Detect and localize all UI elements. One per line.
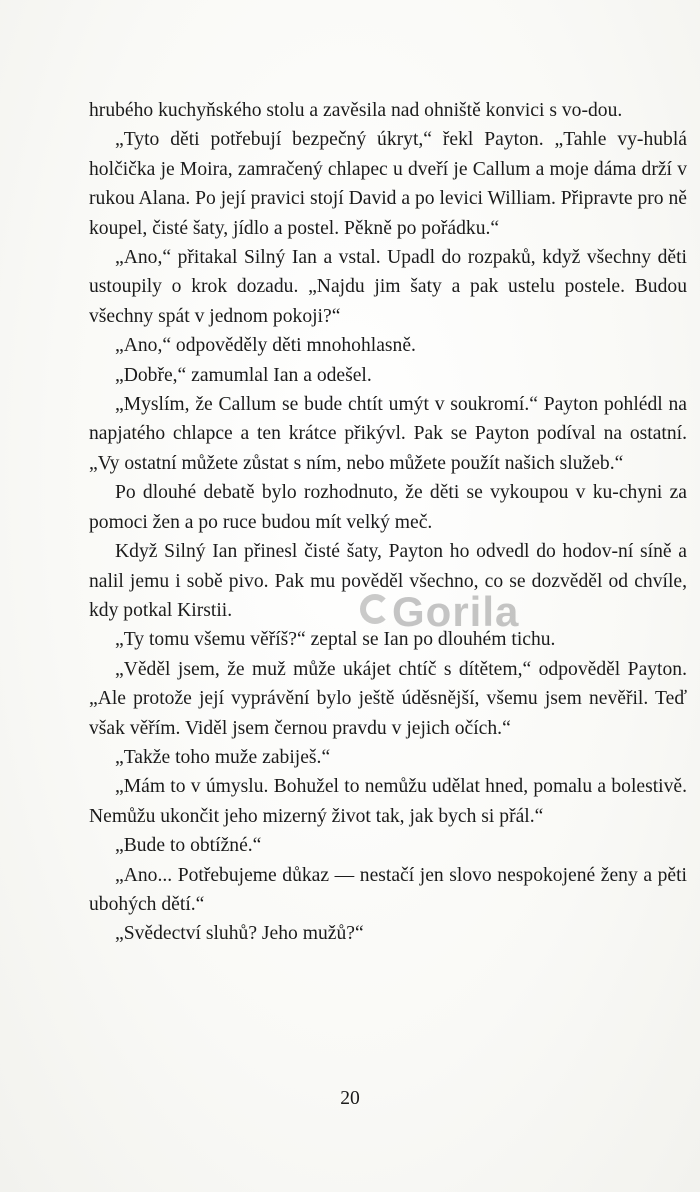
page-number: 20 [340, 1088, 360, 1109]
paragraph: „Mám to v úmyslu. Bohužel to nemůžu udělat hned, pomalu a bolestivě. Nemůžu ukončit jeho mizerný život tak, jak bych si přál.“ [89, 776, 687, 827]
paragraph: „Věděl jsem, že muž může ukájet chtíč s dítětem,“ odpověděl Payton. „Ale protože její vyprávění bylo ještě úděsnější, všemu jsem nevěřil. Teď však věřím. Viděl jsem černou pravdu v jejich očích.“ [89, 658, 687, 739]
paragraph: Když Silný Ian přinesl čisté šaty, Payton ho odvedl do hodov-ní síně a nalil jemu i sobě pivo. Pak mu pověděl všechno, co se dozvěděl od chvíle, kdy potkal Kirstii. [89, 541, 687, 621]
watermark: Gorila [392, 588, 520, 635]
paragraph: „Ano... Potřebujeme důkaz — nestačí jen slovo nespokojené ženy a pěti ubohých dětí.“ [89, 864, 687, 915]
paragraph: „Takže toho muže zabiješ.“ [115, 746, 331, 768]
paragraph: „Ano,“ odpověděly děti mnohohlasně. [115, 335, 416, 357]
paragraph: „Tyto děti potřebují bezpečný úkryt,“ řekl Payton. „Tahle vy-hublá holčička je Moira, zamračený chlapec u dveří je Callum a moje dáma drží v rukou Alana. Po její pravici stojí David a po levici William. Připravte pro ně koupel, čisté šaty, jídlo a postel. Pěkně po pořádku.“ [89, 129, 687, 239]
paragraph: „Svědectví sluhů? Jeho mužů?“ [115, 923, 364, 945]
paragraph: „Dobře,“ zamumlal Ian a odešel. [115, 364, 372, 386]
paragraph: hrubého kuchyňského stolu a zavěsila nad ohniště konvici s vo-dou. [89, 100, 623, 121]
watermark-logo-icon [360, 594, 390, 624]
body-text [89, 96, 687, 949]
paragraph: „Bude to obtížné.“ [115, 835, 262, 857]
paragraph: „Ty tomu všemu věříš?“ zeptal se Ian po dlouhém tichu. [115, 629, 556, 651]
paragraph: „Myslím, že Callum se bude chtít umýt v soukromí.“ Payton pohlédl na napjatého chlapce a ten krátce přikývl. Pak se Payton podíval na ostatní. „Vy ostatní můžete zůstat s ním, nebo můžete použít našich služeb.“ [89, 394, 687, 474]
paragraph: Po dlouhé debatě bylo rozhodnuto, že děti se vykoupou v ku-chyni za pomoci žen a po ruce budou mít velký meč. [89, 482, 687, 533]
paragraph: „Ano,“ přitakal Silný Ian a vstal. Upadl do rozpaků, když všechny děti ustoupily o krok dozadu. „Najdu jim šaty a pak ustelu postele. Budou všechny spát v jednom pokoji?“ [89, 247, 687, 327]
